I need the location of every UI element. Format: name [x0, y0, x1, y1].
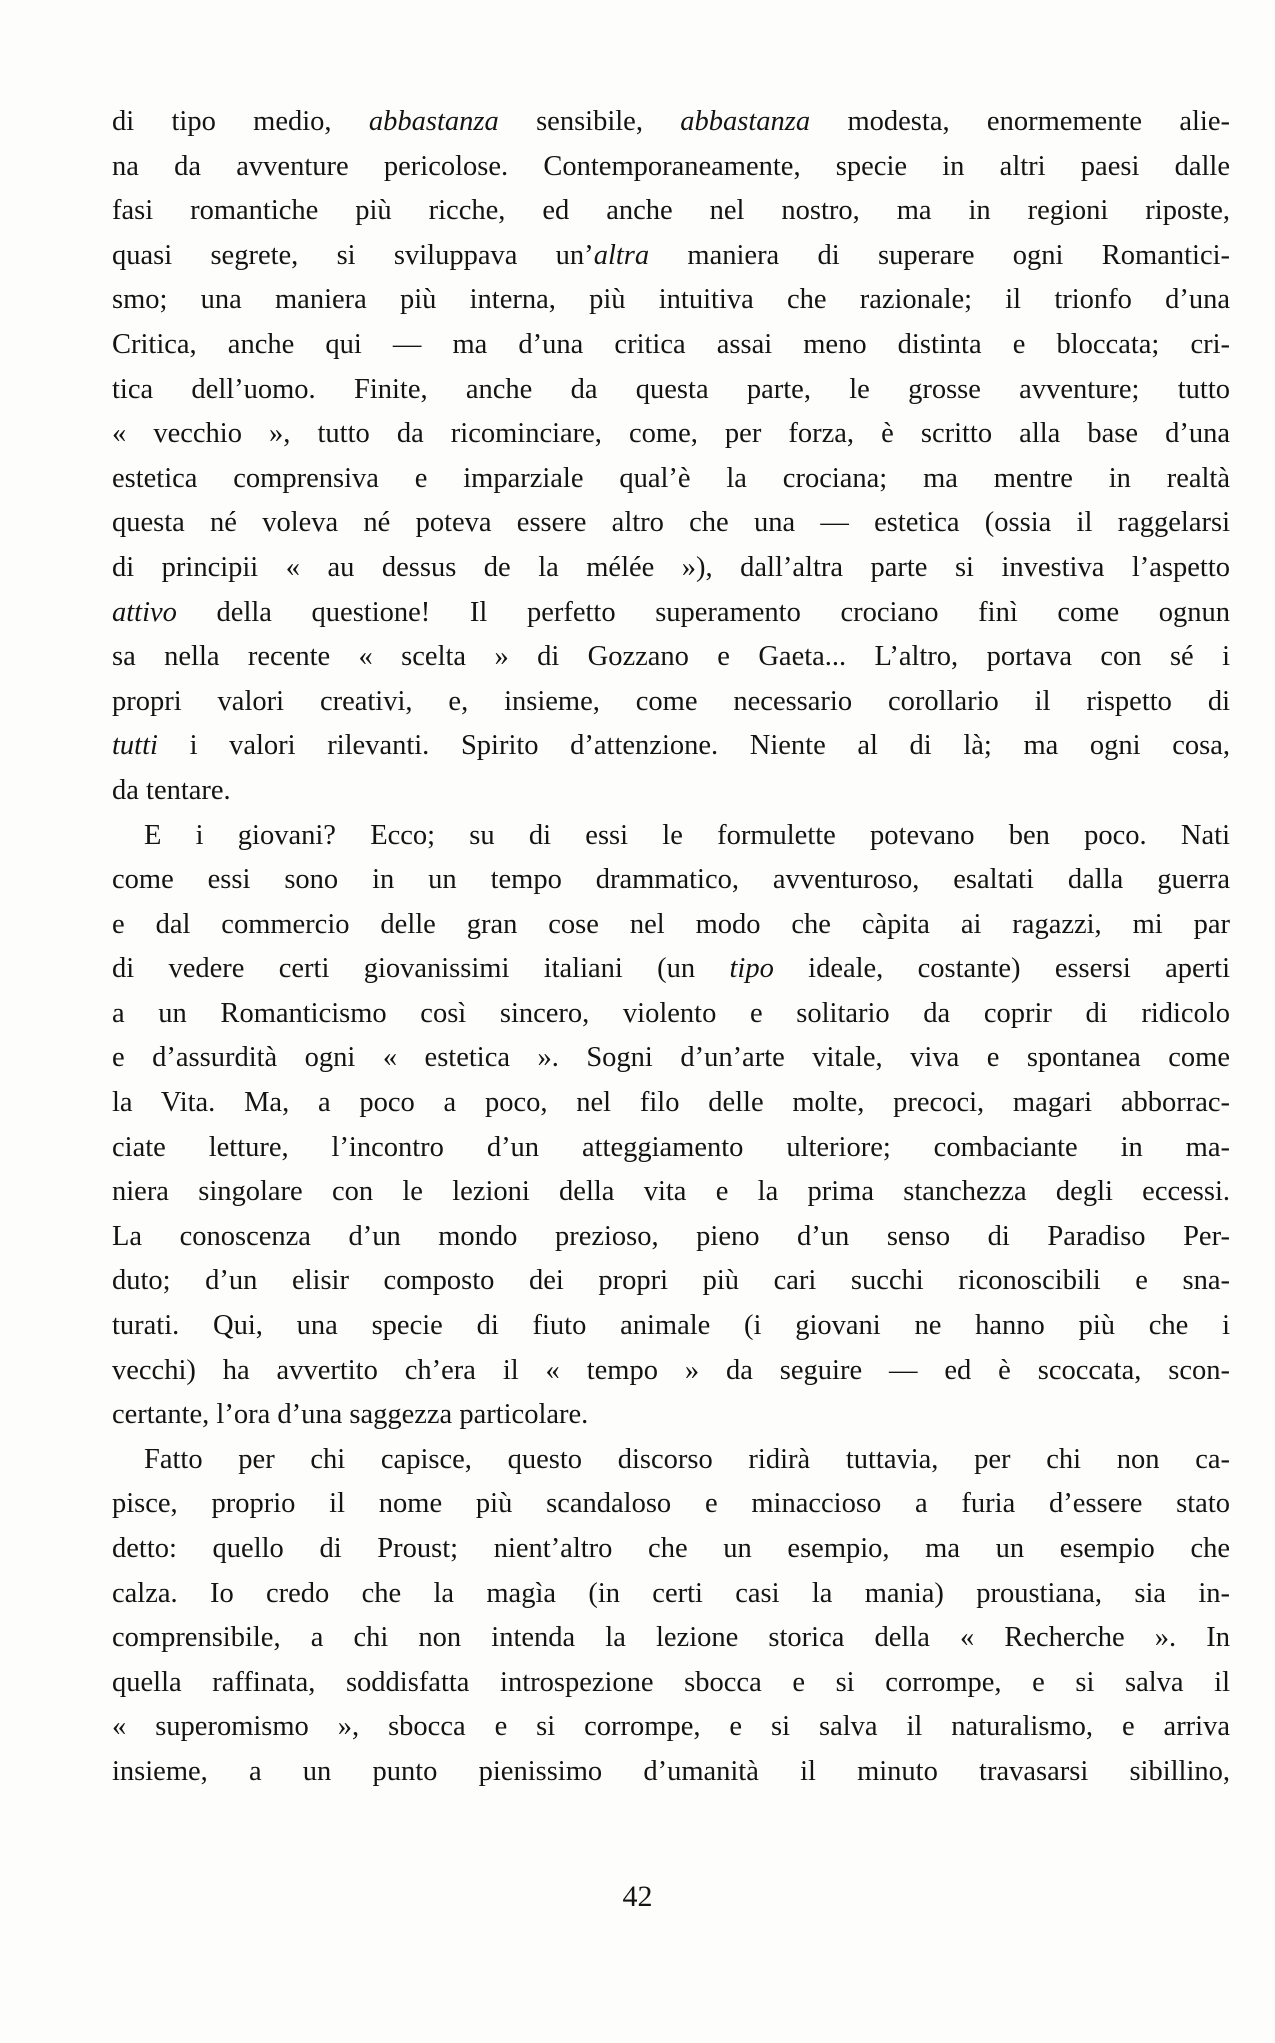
text-run: tutti [112, 730, 158, 762]
text-line [112, 189, 1230, 234]
text-line [112, 858, 1230, 903]
text-run: tipo [729, 953, 774, 985]
text-run: sa nella recente « scelta » di Gozzano e Gaeta... L’altro, portava con sé i [112, 641, 1230, 673]
text-run: vecchi) ha avvertito ch’era il « tempo » da seguire — ed è scoccata, scon- [112, 1354, 1230, 1386]
text-line [112, 278, 1230, 323]
text-run: come essi sono in un tempo drammatico, avventuroso, esaltati dalla guerra [112, 864, 1230, 896]
text-line [112, 947, 1230, 992]
text-line [112, 680, 1230, 725]
text-run: niera singolare con le lezioni della vita e la prima stanchezza degli eccessi. [112, 1176, 1230, 1208]
paragraph [112, 814, 1230, 1438]
text-line [112, 457, 1230, 502]
text-run: turati. Qui, una specie di fiuto animale (i giovani ne hanno più che i [112, 1310, 1230, 1342]
text-run: attivo [112, 596, 177, 628]
text-run: ciate letture, l’incontro d’un atteggiamento ulteriore; combaciante in ma- [112, 1131, 1230, 1163]
text-line [112, 1438, 1230, 1483]
text-run: i valori rilevanti. Spirito d’attenzione. Niente al di là; ma ogni cosa, [157, 730, 1230, 762]
text-line [112, 1170, 1230, 1215]
text-line [112, 1572, 1230, 1617]
text-line [112, 1349, 1230, 1394]
text-run: E i giovani? Ecco; su di essi le formulette potevano ben poco. Nati [144, 819, 1230, 851]
text-line [112, 1259, 1230, 1304]
paragraph [112, 1438, 1230, 1795]
text-line [112, 1126, 1230, 1171]
text-run: maniera di superare ogni Romantici- [649, 239, 1231, 271]
text-line [112, 323, 1230, 368]
text-line [112, 100, 1230, 145]
text-line [112, 992, 1230, 1037]
body-text [112, 100, 1230, 1795]
text-line [112, 814, 1230, 859]
text-line [112, 1393, 1230, 1438]
text-line [112, 769, 1230, 814]
text-line [112, 1482, 1230, 1527]
text-line [112, 591, 1230, 636]
text-line [112, 1750, 1230, 1795]
text-line [112, 546, 1230, 591]
text-run: smo; una maniera più interna, più intuitiva che razionale; il trionfo d’una [112, 284, 1230, 316]
text-run: abbastanza [368, 106, 499, 137]
text-run: estetica comprensiva e imparziale qual’è la crociana; ma mentre in realtà [112, 462, 1230, 494]
text-run: pisce, proprio il nome più scandaloso e minaccioso a furia d’essere stato [112, 1488, 1230, 1520]
text-run: insieme, a un punto pienissimo d’umanità il minuto travasarsi sibillino, [112, 1755, 1230, 1787]
text-run: na da avventure pericolose. Contemporaneamente, specie in altri paesi dalle [112, 150, 1230, 182]
text-line [112, 1527, 1230, 1572]
text-run: quasi segrete, si sviluppava un’ [112, 239, 594, 271]
text-run: questa né voleva né poteva essere altro che una — estetica (ossia il raggelarsi [112, 507, 1230, 539]
text-run: della questione! Il perfetto superamento crociano finì come ognun [176, 596, 1230, 628]
text-run: duto; d’un elisir composto dei propri più cari succhi riconoscibili e sna- [112, 1265, 1230, 1297]
text-line [112, 145, 1230, 190]
text-line [112, 1661, 1230, 1706]
text-line [112, 234, 1230, 279]
text-run: di tipo medio, [112, 106, 369, 137]
text-run: Critica, anche qui — ma d’una critica assai meno distinta e bloccata; cri- [112, 328, 1230, 360]
text-line [112, 412, 1230, 457]
text-run: ideale, costante) essersi aperti [773, 953, 1231, 985]
text-line [112, 1304, 1230, 1349]
paragraph [112, 100, 1230, 814]
text-line [112, 501, 1230, 546]
text-line [112, 1705, 1230, 1750]
text-run: Fatto per chi capisce, questo discorso ridirà tuttavia, per chi non ca- [144, 1443, 1230, 1475]
text-run: comprensibile, a chi non intenda la lezione storica della « Recherche ». In [112, 1622, 1230, 1654]
page-number: 42 [622, 1880, 653, 1913]
text-run: a un Romanticismo così sincero, violento e solitario da coprir di ridicolo [112, 997, 1230, 1029]
text-run: propri valori creativi, e, insieme, come necessario corollario il rispetto di [112, 685, 1230, 717]
text-run: quella raffinata, soddisfatta introspezione sbocca e si corrompe, e si salva il [112, 1666, 1230, 1698]
text-run: la Vita. Ma, a poco a poco, nel filo delle molte, precoci, magari abborrac- [112, 1087, 1230, 1119]
text-run: « superomismo », sbocca e si corrompe, e si salva il naturalismo, e arriva [112, 1711, 1230, 1743]
text-run: modesta, enormemente alie- [810, 106, 1230, 137]
text-line [112, 368, 1230, 413]
text-line [112, 1036, 1230, 1081]
text-line [112, 1215, 1230, 1260]
text-line [112, 635, 1230, 680]
text-run: sensibile, [498, 106, 681, 137]
text-run: e dal commercio delle gran cose nel modo che càpita ai ragazzi, mi par [112, 908, 1230, 940]
text-run: detto: quello di Proust; nient’altro che un esempio, ma un esempio che [112, 1533, 1230, 1564]
text-run: da tentare. [112, 774, 231, 806]
text-line [112, 1081, 1230, 1126]
text-line [112, 1616, 1230, 1661]
text-line [112, 724, 1230, 769]
text-run: altra [593, 239, 650, 271]
text-run: tica dell’uomo. Finite, anche da questa parte, le grosse avventure; tutto [112, 373, 1230, 405]
text-line [112, 903, 1230, 948]
text-run: certante, l’ora d’una saggezza particolare. [112, 1399, 589, 1431]
text-run: e d’assurdità ogni « estetica ». Sogni d’un’arte vitale, viva e spontanea come [112, 1042, 1230, 1074]
text-run: di vedere certi giovanissimi italiani (un [112, 953, 730, 985]
text-run: La conoscenza d’un mondo prezioso, pieno d’un senso di Paradiso Per- [112, 1220, 1230, 1252]
text-run: « vecchio », tutto da ricominciare, come, per forza, è scritto alla base d’una [112, 418, 1230, 450]
text-run: abbastanza [680, 106, 811, 137]
text-run: calza. Io credo che la magìa (in certi casi la mania) proustiana, sia in- [112, 1577, 1230, 1609]
text-run: di principii « au dessus de la mélée »), dall’altra parte si investiva l’aspetto [112, 551, 1230, 583]
text-run: fasi romantiche più ricche, ed anche nel nostro, ma in regioni riposte, [112, 195, 1230, 227]
